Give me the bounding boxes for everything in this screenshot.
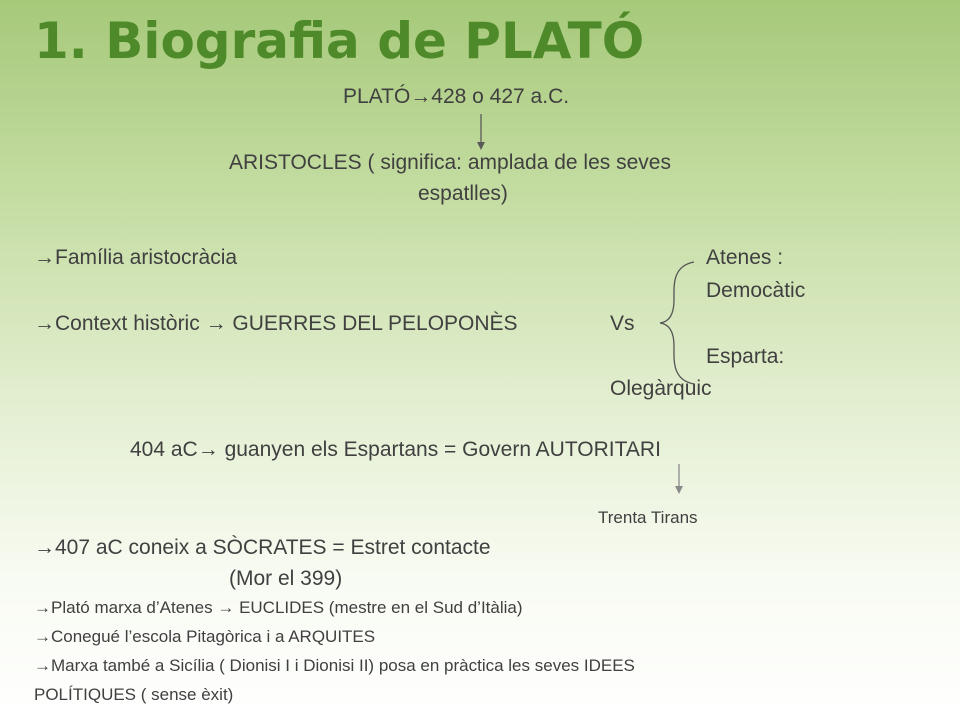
plato-date: 428 o 427 a.C. [431, 85, 570, 108]
arrow-right-icon: → [34, 536, 55, 559]
arrow-right-icon: → [197, 438, 219, 461]
context-label: Context històric [55, 312, 200, 335]
plato-line [343, 85, 569, 109]
bullet-sicilia-continued: POLÍTIQUES ( sense èxit) [34, 685, 234, 704]
familia-line [34, 246, 237, 270]
arrow-right-icon: → [34, 656, 51, 675]
bullet-pitagorica [34, 627, 375, 647]
aristocles-line-2: espatlles) [418, 182, 508, 205]
govern-text: guanyen els Espartans = Govern AUTORITARI [224, 438, 661, 461]
arrow-right-icon: → [34, 246, 55, 269]
year-404-line [130, 438, 661, 462]
arrow-right-icon: → [410, 85, 432, 108]
trenta-tirans: Trenta Tirans [598, 508, 698, 527]
plato-name: PLATÓ [343, 85, 411, 108]
curly-brace-icon [660, 262, 694, 384]
socrates-death: (Mor el 399) [229, 567, 343, 590]
arrow-right-icon: → [205, 312, 227, 335]
familia-text: Família aristocràcia [55, 246, 238, 269]
bullet-euclides [34, 598, 523, 618]
atenes-label: Atenes : [706, 246, 784, 269]
context-value: GUERRES DEL PELOPONÈS [232, 312, 518, 335]
arrow-right-icon: → [34, 598, 51, 617]
vs-label: Vs [610, 312, 635, 335]
esparta-label: Esparta: [706, 345, 785, 368]
socrates-text: 407 aC coneix a SÒCRATES = Estret contacte [55, 536, 491, 559]
arrow-right-icon: → [34, 312, 55, 335]
bullet-euclides-a: Plató marxa d’Atenes [51, 598, 213, 617]
arrow-down-icon [477, 114, 485, 150]
arrow-down-icon [675, 464, 683, 494]
aristocles-line-1: ARISTOCLES ( significa: amplada de les seves [229, 151, 671, 174]
arrow-right-icon: → [217, 598, 235, 617]
atenes-regime: Democàtic [706, 279, 806, 302]
bullet-euclides-b: EUCLIDES (mestre en el Sud d’Itàlia) [239, 598, 523, 617]
esparta-regime: Olegàrquic [610, 377, 712, 400]
socrates-line [34, 536, 491, 560]
bullet-sicilia [34, 656, 635, 676]
context-line [34, 312, 518, 336]
year-404: 404 aC [130, 438, 198, 461]
bullet-pitagorica-text: Conegué l’escola Pitagòrica i a ARQUITES [51, 627, 376, 646]
slide-title: 1. Biografia de PLATÓ [34, 12, 645, 70]
arrow-right-icon: → [34, 627, 51, 646]
bullet-sicilia-text: Marxa també a Sicília ( Dionisi I i Dionisi II) posa en pràctica les seves IDEES [51, 656, 635, 675]
